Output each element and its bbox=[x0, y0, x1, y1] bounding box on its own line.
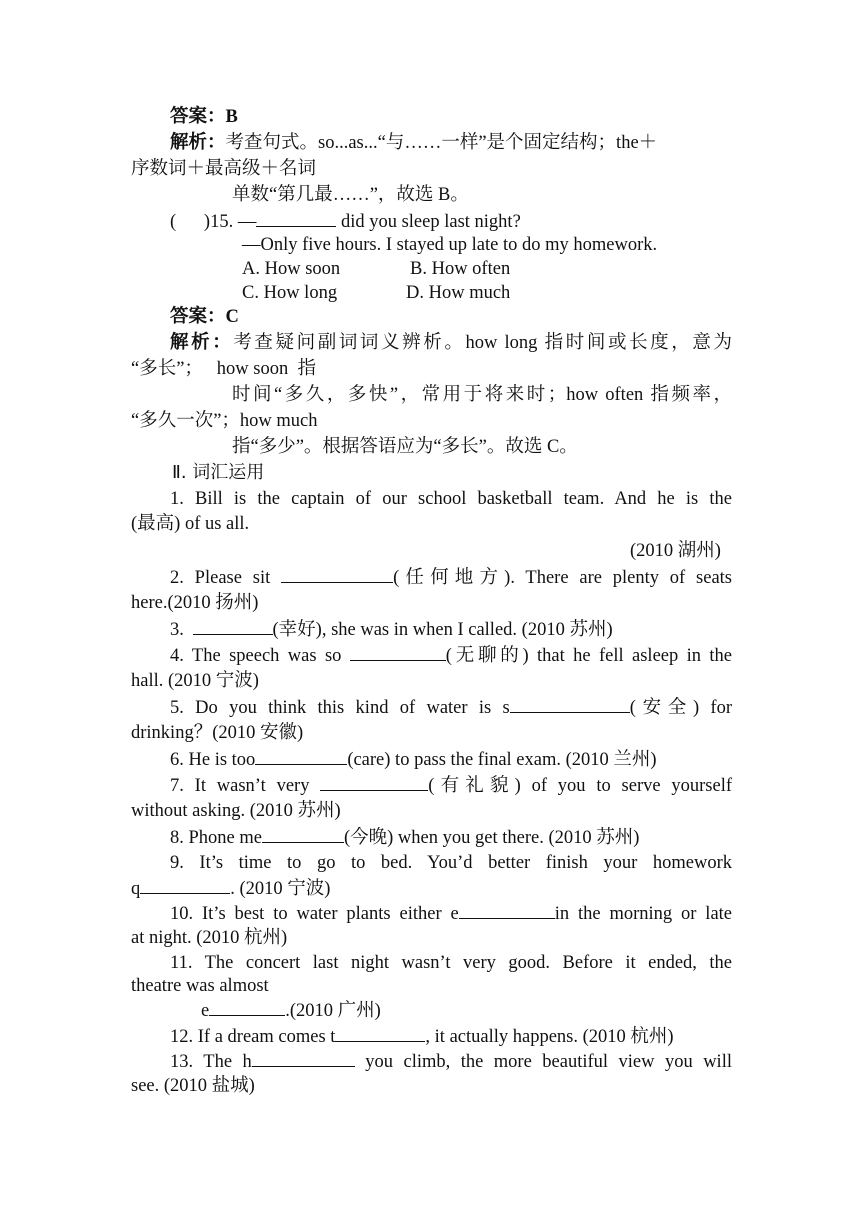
answer-value: C bbox=[225, 307, 239, 327]
item-11-text-after: .(2010 广州) bbox=[285, 1001, 381, 1021]
analysis-label: 解析： bbox=[170, 333, 234, 353]
item-9-text: q bbox=[131, 879, 141, 899]
section-title: Ⅱ. 词汇运用 bbox=[172, 462, 265, 483]
item-4-line-2: hall. (2010 宁波) bbox=[131, 671, 259, 691]
q15-option-d: D. How much bbox=[406, 283, 511, 303]
item-3-line bbox=[170, 617, 613, 642]
q15-analysis-line-2: “多长”； how soon 指 bbox=[131, 359, 316, 379]
q14-analysis-line-3: 单数“第几最……”，故选 B。 bbox=[232, 185, 469, 205]
analysis-text: 考查疑问副词词义辨析。how long 指时间或长度，意为 bbox=[233, 333, 732, 353]
item-2-text: 2. Please sit bbox=[170, 568, 271, 588]
item-10-line-1 bbox=[170, 901, 732, 926]
item-13-blank[interactable] bbox=[252, 1049, 355, 1067]
q15-stem bbox=[170, 209, 521, 234]
q14-answer-line bbox=[170, 105, 238, 129]
item-10-text-after: in the morning or late bbox=[554, 904, 733, 924]
item-12-line bbox=[170, 1024, 674, 1049]
item-11-line-3 bbox=[201, 998, 381, 1023]
item-12-text-after: , it actually happens. (2010 杭州) bbox=[425, 1027, 674, 1047]
item-8-text: 8. Phone me bbox=[170, 828, 262, 848]
item-5-blank[interactable] bbox=[510, 695, 630, 713]
item-5-text: 5. Do you think this kind of water is s bbox=[170, 698, 510, 718]
q15-blank[interactable] bbox=[256, 209, 336, 227]
item-13-text-after: you climb, the more beautiful view you will bbox=[354, 1052, 732, 1072]
item-10-text: 10. It’s best to water plants either e bbox=[170, 904, 459, 924]
item-9-blank[interactable] bbox=[140, 876, 230, 894]
item-6-blank[interactable] bbox=[255, 747, 347, 765]
analysis-text: 考查句式。so...as...“与……一样”是个固定结构；the＋ bbox=[225, 133, 658, 153]
analysis-label: 解析： bbox=[170, 133, 226, 153]
item-8-blank[interactable] bbox=[262, 825, 344, 843]
item-13-line-2: see. (2010 盐城) bbox=[131, 1076, 255, 1096]
item-2-blank[interactable] bbox=[281, 565, 393, 583]
q15-number: ( )15. — bbox=[170, 212, 257, 232]
answer-label: 答案： bbox=[170, 107, 226, 127]
item-4-text: 4. The speech was so bbox=[170, 646, 342, 666]
item-6-text-after: (care) to pass the final exam. (2010 兰州) bbox=[347, 750, 657, 770]
q15-option-a: A. How soon bbox=[242, 259, 341, 279]
item-11-text: e bbox=[201, 1001, 210, 1021]
q14-analysis-line-2: 序数词＋最高级＋名词 bbox=[131, 159, 317, 179]
item-1-source: (2010 湖州) bbox=[630, 541, 721, 561]
item-10-blank[interactable] bbox=[459, 901, 555, 919]
item-3-number: 3. bbox=[170, 620, 184, 640]
item-1-line-1: 1. Bill is the captain of our school basketball team. And he is the bbox=[170, 489, 732, 509]
q15-analysis-line-4: “多久一次”；how much bbox=[131, 411, 318, 431]
q15-analysis-line-3: 时间“多久，多快”，常用于将来时；how often 指频率， bbox=[232, 385, 732, 405]
item-7-text: 7. It wasn’t very bbox=[170, 776, 310, 796]
item-9-text-after: . (2010 宁波) bbox=[230, 879, 331, 899]
item-5-line-2: drinking？(2010 安徽) bbox=[131, 723, 304, 743]
item-13-text: 13. The h bbox=[170, 1052, 252, 1072]
q15-option-c: C. How long bbox=[242, 283, 338, 303]
q15-option-b: B. How often bbox=[410, 259, 511, 279]
item-11-line-2: theatre was almost bbox=[131, 976, 269, 996]
item-2-line-1 bbox=[170, 565, 732, 590]
item-2-text-after: (任何地方). There are plenty of seats bbox=[393, 568, 732, 588]
item-9-line-1: 9. It’s time to go to bed. You’d better finish your homework bbox=[170, 853, 732, 873]
q15-stem-text: did you sleep last night? bbox=[336, 212, 521, 232]
item-8-line bbox=[170, 825, 639, 850]
item-5-text-after: (安全) for bbox=[629, 698, 732, 718]
item-7-line-1 bbox=[170, 773, 732, 798]
item-1-line-2: (最高) of us all. bbox=[131, 514, 250, 534]
item-12-blank[interactable] bbox=[335, 1024, 425, 1042]
item-6-text: 6. He is too bbox=[170, 750, 256, 770]
item-7-blank[interactable] bbox=[320, 773, 428, 791]
item-7-line-2: without asking. (2010 苏州) bbox=[131, 801, 341, 821]
item-12-text: 12. If a dream comes t bbox=[170, 1027, 336, 1047]
item-4-line-1 bbox=[170, 643, 732, 668]
item-5-line-1 bbox=[170, 695, 732, 720]
q15-analysis-line-1 bbox=[170, 331, 732, 355]
item-9-line-2 bbox=[131, 876, 330, 901]
q15-reply: —Only five hours. I stayed up late to do my homework. bbox=[242, 235, 658, 255]
item-3-text: (幸好), she was in when I called. (2010 苏州) bbox=[272, 620, 613, 640]
item-11-line-1: 11. The concert last night wasn’t very good. Before it ended, the bbox=[170, 953, 732, 973]
item-2-line-2: here.(2010 扬州) bbox=[131, 593, 259, 613]
item-6-line bbox=[170, 747, 657, 772]
q14-analysis-line-1 bbox=[170, 131, 657, 155]
q15-analysis-line-5: 指“多少”。根据答语应为“多长”。故选 C。 bbox=[232, 437, 578, 457]
item-11-blank[interactable] bbox=[209, 998, 285, 1016]
item-4-text-after: (无聊的) that he fell asleep in the bbox=[445, 646, 733, 666]
item-4-blank[interactable] bbox=[350, 643, 446, 661]
item-13-line-1 bbox=[170, 1049, 732, 1074]
item-8-text-after: (今晚) when you get there. (2010 苏州) bbox=[343, 828, 640, 848]
item-7-text-after: (有礼貌) of you to serve yourself bbox=[428, 776, 733, 796]
item-10-line-2: at night. (2010 杭州) bbox=[131, 928, 288, 948]
item-3-blank[interactable] bbox=[193, 617, 273, 635]
q15-answer-line bbox=[170, 305, 239, 329]
answer-value: B bbox=[225, 107, 238, 127]
answer-label: 答案： bbox=[170, 307, 226, 327]
